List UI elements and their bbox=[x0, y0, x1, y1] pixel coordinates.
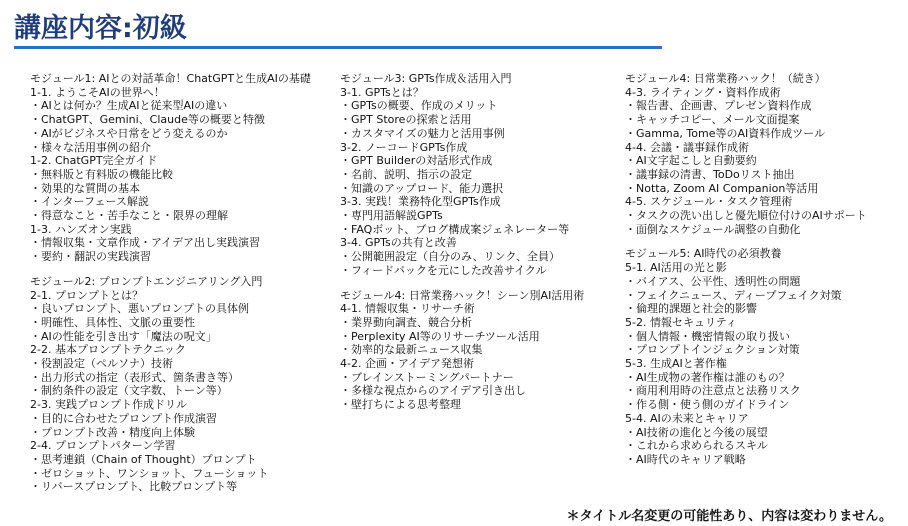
list-item: ・要約・翻訳の実践演習 bbox=[30, 250, 151, 264]
list-item: ・AI時代のキャリア戦略 bbox=[625, 452, 746, 466]
section-heading: 5-1. AI活用の光と影 bbox=[625, 261, 727, 275]
list-item: ・GPTsの概要、作成のメリット bbox=[340, 99, 498, 113]
list-item: ・業界動向調査、競合分析 bbox=[340, 315, 472, 329]
section-heading: 1-3. ハンズオン実践 bbox=[30, 222, 132, 236]
module-block bbox=[340, 72, 610, 278]
section-heading: 1-2. ChatGPT完全ガイド bbox=[30, 154, 158, 168]
module-heading: モジュール4: 日常業務ハック！（続き） bbox=[625, 72, 826, 85]
list-item: ・無料版と有料版の機能比較 bbox=[30, 167, 173, 181]
section-heading: 5-4. AIの未来とキャリア bbox=[625, 411, 749, 425]
module-block bbox=[625, 72, 900, 236]
list-item: ・多様な視点からのアイデア引き出し bbox=[340, 384, 527, 398]
list-item: ・フェイクニュース、ディープフェイク対策 bbox=[625, 288, 842, 302]
list-item: ・個人情報・機密情報の取り扱い bbox=[625, 329, 790, 343]
column-1 bbox=[30, 72, 330, 505]
list-item: ・インターフェース解説 bbox=[30, 195, 149, 209]
list-item: ・GPT Builderの対話形式作成 bbox=[340, 154, 493, 168]
title-underline bbox=[14, 46, 662, 49]
list-item: ・報告書、企画書、プレゼン資料作成 bbox=[625, 99, 812, 113]
section-heading: 2-2. 基本プロンプトテクニック bbox=[30, 343, 186, 357]
section-heading: 2-4. プロンプトパターン学習 bbox=[30, 439, 176, 453]
list-item: ・公開範囲設定（自分のみ、リンク、全員） bbox=[340, 250, 560, 264]
list-item: ・タスクの洗い出しと優先順位付けのAIサポート bbox=[625, 209, 867, 223]
section-heading: 4-1. 情報収集・リサーチ術 bbox=[340, 302, 475, 316]
list-item: ・AIがビジネスや日常をどう変えるのか bbox=[30, 126, 228, 140]
list-item: ・効率的な最新ニュース収集 bbox=[340, 343, 483, 357]
list-item: ・面倒なスケジュール調整の自動化 bbox=[625, 222, 801, 236]
section-heading: 1-1. ようこそAIの世界へ！ bbox=[30, 85, 165, 99]
module-heading: モジュール2: プロンプトエンジニアリング入門 bbox=[30, 274, 263, 288]
list-item: ・Notta, Zoom AI Companion等活用 bbox=[625, 181, 819, 195]
section-heading: 5-2. 情報セキュリティ bbox=[625, 315, 737, 329]
section-heading: 3-4. GPTsの共有と改善 bbox=[340, 236, 457, 250]
module-block bbox=[30, 72, 330, 264]
list-item: ・キャッチコピー、メール文面提案 bbox=[625, 113, 800, 127]
section-heading: 4-2. 企画・アイデア発想術 bbox=[340, 357, 474, 371]
list-item: ・制約条件の設定（文字数、トーン等） bbox=[30, 384, 228, 398]
list-item: ・明確性、具体性、文脈の重要性 bbox=[30, 315, 195, 329]
list-item: ・ゼロショット、ワンショット、フューショット bbox=[30, 466, 269, 480]
module-heading: モジュール5: AI時代の必須教養 bbox=[625, 247, 782, 261]
list-item: ・得意なこと・苦手なこと・限界の理解 bbox=[30, 209, 228, 223]
list-item: ・プロンプトインジェクション対策 bbox=[625, 343, 800, 357]
page-title: 講座内容:初級 bbox=[14, 13, 187, 44]
list-item: ・AIの性能を引き出す「魔法の呪文」 bbox=[30, 329, 217, 343]
section-heading: 3-2. ノーコードGPTs作成 bbox=[340, 140, 468, 154]
list-item: ・名前、説明、指示の設定 bbox=[340, 167, 472, 181]
list-item: ・ChatGPT、Gemini、Claude等の概要と特徴 bbox=[30, 113, 265, 127]
list-item: ・壁打ちによる思考整理 bbox=[340, 398, 461, 412]
list-item: ・倫理的課題と社会的影響 bbox=[625, 302, 757, 316]
list-item: ・Gamma, Tome等のAI資料作成ツール bbox=[625, 126, 826, 140]
section-heading: 3-3. 実践！業務特化型GPTs作成 bbox=[340, 195, 501, 209]
list-item: ・プロンプト改善・精度向上体験 bbox=[30, 425, 195, 439]
section-heading: 4-3. ライティング・資料作成術 bbox=[625, 85, 781, 99]
list-item: ・フィードバックを元にした改善サイクル bbox=[340, 263, 547, 277]
list-item: ・専門用語解説GPTs bbox=[340, 209, 443, 223]
list-item: ・議事録の清書、ToDoリスト抽出 bbox=[625, 167, 795, 181]
module-heading: モジュール1: AIとの対話革命！ChatGPTと生成AIの基礎 bbox=[30, 72, 311, 85]
module-heading: モジュール3: GPTs作成＆活用入門 bbox=[340, 72, 512, 85]
section-heading: 2-3. 実践プロンプト作成ドリル bbox=[30, 398, 187, 412]
column-3 bbox=[625, 72, 900, 478]
list-item: ・AI文字起こしと自動要約 bbox=[625, 154, 757, 168]
list-item: ・目的に合わせたプロンプト作成演習 bbox=[30, 411, 217, 425]
list-item: ・カスタマイズの魅力と活用事例 bbox=[340, 126, 505, 140]
module-block bbox=[30, 275, 330, 494]
list-item: ・これから求められるスキル bbox=[625, 439, 768, 453]
section-heading: 4-5. スケジュール・タスク管理術 bbox=[625, 195, 793, 209]
section-heading: 5-3. 生成AIと著作権 bbox=[625, 357, 727, 371]
list-item: ・様々な活用事例の紹介 bbox=[30, 140, 151, 154]
list-item: ・思考連鎖（Chain of Thought）プロンプト bbox=[30, 452, 257, 466]
section-heading: 4-4. 会議・議事録作成術 bbox=[625, 140, 749, 154]
module-heading: モジュール4: 日常業務ハック！シーン別AI活用術 bbox=[340, 288, 585, 302]
list-item: ・FAQボット、ブログ構成案ジェネレーター等 bbox=[340, 222, 570, 236]
footnote: ＊タイトル名変更の可能性あり、内容は変わりません。 bbox=[566, 509, 892, 524]
list-item: ・バイアス、公平性、透明性の問題 bbox=[625, 274, 801, 288]
list-item: ・AI生成物の著作権は誰のもの？ bbox=[625, 370, 790, 384]
module-block bbox=[625, 247, 900, 466]
list-item: ・良いプロンプト、悪いプロンプトの具体例 bbox=[30, 302, 250, 316]
list-item: ・情報収集・文章作成・アイデア出し実践演習 bbox=[30, 236, 261, 250]
section-heading: 3-1. GPTsとは？ bbox=[340, 85, 424, 99]
section-heading: 2-1. プロンプトとは？ bbox=[30, 288, 143, 302]
list-item: ・ブレインストーミングパートナー bbox=[340, 370, 514, 384]
list-item: ・知識のアップロード、能力選択 bbox=[340, 181, 504, 195]
column-2 bbox=[340, 72, 610, 423]
module-block bbox=[340, 289, 610, 412]
list-item: ・効果的な質問の基本 bbox=[30, 181, 140, 195]
list-item: ・AIとは何か？生成AIと従来型AIの違い bbox=[30, 99, 228, 113]
list-item: ・商用利用時の注意点と法務リスク bbox=[625, 384, 801, 398]
list-item: ・Perplexity AI等のリサーチツール活用 bbox=[340, 329, 540, 343]
list-item: ・リバースプロンプト、比較プロンプト等 bbox=[30, 480, 238, 494]
list-item: ・役割設定（ペルソナ）技術 bbox=[30, 357, 173, 371]
list-item: ・出力形式の指定（表形式、箇条書き等） bbox=[30, 370, 239, 384]
list-item: ・作る側・使う側のガイドライン bbox=[625, 398, 790, 412]
list-item: ・GPT Storeの探索と活用 bbox=[340, 113, 472, 127]
list-item: ・AI技術の進化と今後の展望 bbox=[625, 425, 768, 439]
